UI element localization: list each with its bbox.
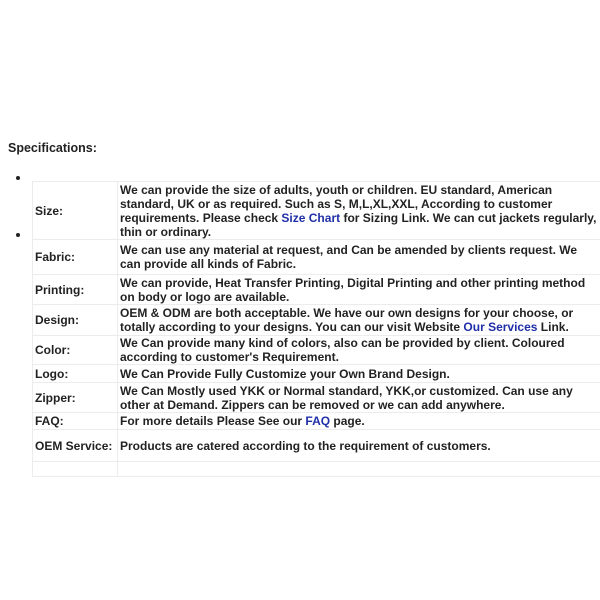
spec-value [118,182,600,240]
spec-text: for Sizing Link. We can cut jackets regularly, thin or ordinary. [120,210,597,239]
spec-row-design [33,305,600,336]
spec-label: FAQ: [33,413,118,430]
specifications-table [32,181,600,477]
spec-label: Color: [33,336,118,365]
bullet-icon [16,233,20,237]
spec-label: Logo: [33,365,118,383]
spec-row-color [33,336,600,365]
spec-row-oem-service [33,430,600,462]
spec-label: Size: [33,182,118,240]
specifications-heading: Specifications: [8,141,97,155]
spec-value: We Can Mostly used YKK or Normal standard, YKK,or customized. Can use any other at Demand. Zippers can be removed or we can add anywhere. [118,383,600,413]
size-chart-link[interactable]: Size Chart [281,210,341,225]
spec-value: Products are catered according to the requirement of customers. [118,430,600,462]
spec-value-empty [118,462,600,477]
spec-value: We Can provide many kind of colors, also can be provided by client. Coloured according to customer's Requirement. [118,336,600,365]
spec-text: For more details Please See our [120,414,306,428]
spec-value [118,305,600,336]
spec-row-fabric [33,240,600,275]
spec-row-logo [33,365,600,383]
spec-value [118,413,600,430]
spec-row-printing [33,275,600,305]
faq-link[interactable]: FAQ [305,414,331,428]
spec-label: Zipper: [33,383,118,413]
spec-label: OEM Service: [33,430,118,462]
spec-value: We Can Provide Fully Customize your Own Brand Design. [118,365,600,383]
spec-row-size [33,182,600,240]
our-services-link[interactable]: Our Services [463,320,538,334]
spec-row-zipper [33,383,600,413]
spec-label: Design: [33,305,118,336]
spec-value: We can use any material at request, and Can be amended by clients request. We can provide all kinds of Fabric. [118,240,600,275]
spec-text: We can provide the size of adults, youth or children. EU standard, American standard, UK or as required. Such as S, M,L,XL,XXL, According to customer requirements. Please check [120,182,553,225]
spec-label: Fabric: [33,240,118,275]
spec-row-faq [33,413,600,430]
spec-label: Printing: [33,275,118,305]
spec-text: page. [330,414,365,428]
spec-text: Link. [537,320,569,334]
bullet-icon [16,176,20,180]
spec-text: OEM & ODM are both acceptable. We have our own designs for your choose, or totally according to your designs. You can our visit Website [120,306,574,334]
spec-label-empty [33,462,118,477]
spec-value: We can provide, Heat Transfer Printing, Digital Printing and other printing method on body or logo are available. [118,275,600,305]
spec-row-empty [33,462,600,477]
